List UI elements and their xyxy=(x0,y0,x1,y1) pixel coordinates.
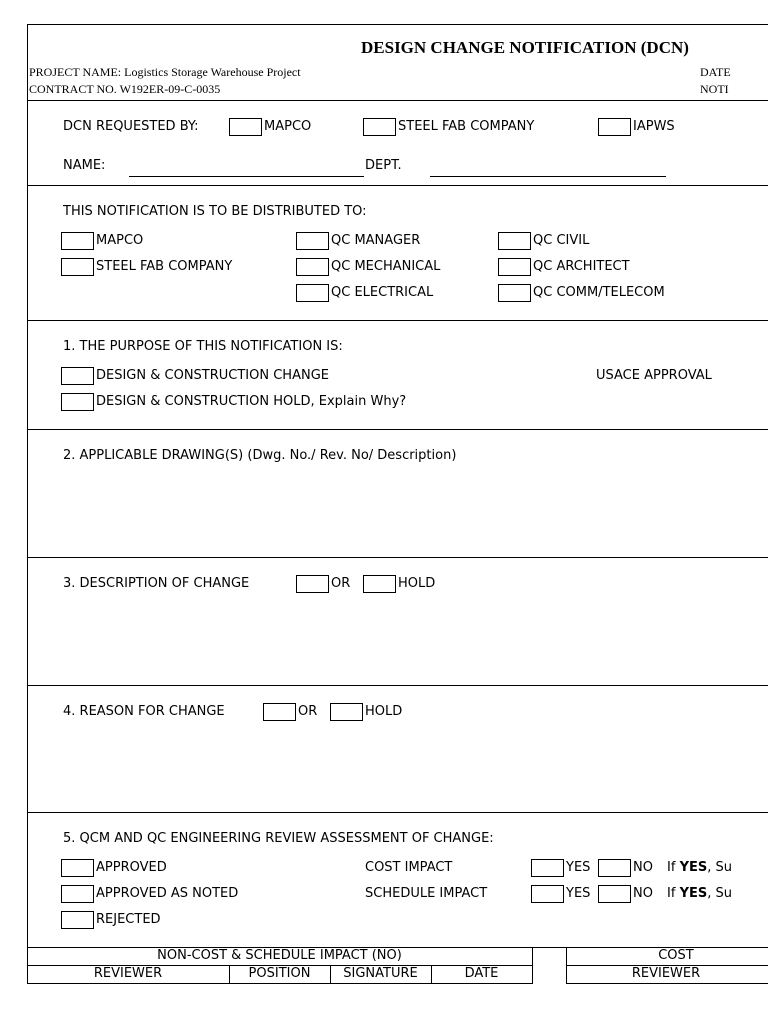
qc-civil-label: QC CIVIL xyxy=(533,233,590,248)
approved-as-noted-label: APPROVED AS NOTED xyxy=(96,886,239,901)
checkbox-approved[interactable] xyxy=(61,859,94,877)
section-divider xyxy=(27,685,768,686)
section4-heading: 4. REASON FOR CHANGE xyxy=(63,704,225,719)
table-col-divider xyxy=(532,947,533,984)
cost-no-label: NO xyxy=(633,860,653,875)
cost-if-yes-note xyxy=(667,860,732,875)
schedule-yes-label: YES xyxy=(566,886,591,901)
usace-approval-label: USACE APPROVAL xyxy=(596,368,712,383)
dist-mapco-label: MAPCO xyxy=(96,233,144,248)
qc-electrical-label: QC ELECTRICAL xyxy=(331,285,434,300)
section-divider xyxy=(27,320,768,321)
checkbox-qc-manager[interactable] xyxy=(296,232,329,250)
note-rest: , Su xyxy=(707,886,732,901)
name-label: NAME: xyxy=(63,158,106,173)
if-text: If xyxy=(667,886,676,901)
requester-iapws-label: IAPWS xyxy=(633,119,675,134)
qc-architect-label: QC ARCHITECT xyxy=(533,259,630,274)
schedule-impact-label: SCHEDULE IMPACT xyxy=(365,886,488,901)
rejected-label: REJECTED xyxy=(96,912,161,927)
approved-label: APPROVED xyxy=(96,860,167,875)
col-signature: SIGNATURE xyxy=(343,966,418,981)
schedule-if-yes-note xyxy=(667,886,732,901)
yes-emphasis: YES xyxy=(679,860,708,875)
section-divider xyxy=(27,812,768,813)
checkbox-steelfab-requester[interactable] xyxy=(363,118,396,136)
noncost-header: NON-COST & SCHEDULE IMPACT (NO) xyxy=(157,948,402,963)
checkbox-mapco-requester[interactable] xyxy=(229,118,262,136)
checkbox-cost-no[interactable] xyxy=(598,859,631,877)
qc-comm-telecom-label: QC COMM/TELECOM xyxy=(533,285,665,300)
qc-mechanical-label: QC MECHANICAL xyxy=(331,259,441,274)
section-divider xyxy=(27,429,768,430)
section2-heading: 2. APPLICABLE DRAWING(S) (Dwg. No./ Rev. No/ Description) xyxy=(63,448,457,463)
description-or-label: OR xyxy=(331,576,351,591)
left-border xyxy=(27,24,28,984)
checkbox-rejected[interactable] xyxy=(61,911,94,929)
checkbox-description-change[interactable] xyxy=(296,575,329,593)
qc-manager-label: QC MANAGER xyxy=(331,233,421,248)
schedule-no-label: NO xyxy=(633,886,653,901)
section-divider xyxy=(27,557,768,558)
checkbox-schedule-yes[interactable] xyxy=(531,885,564,903)
checkbox-iapws-requester[interactable] xyxy=(598,118,631,136)
table-bottom-line xyxy=(566,983,768,984)
dept-field[interactable] xyxy=(430,176,666,177)
name-field[interactable] xyxy=(129,176,364,177)
checkbox-qc-civil[interactable] xyxy=(498,232,531,250)
form-title: DESIGN CHANGE NOTIFICATION (DCN) xyxy=(361,38,689,57)
cost-header: COST xyxy=(658,948,694,963)
note-rest: , Su xyxy=(707,860,732,875)
checkbox-dist-mapco[interactable] xyxy=(61,232,94,250)
section3-heading: 3. DESCRIPTION OF CHANGE xyxy=(63,576,250,591)
date-label: DATE xyxy=(700,65,731,79)
checkbox-qc-comm-telecom[interactable] xyxy=(498,284,531,302)
reason-or-label: OR xyxy=(298,704,318,719)
project-name: PROJECT NAME: Logistics Storage Warehouse Project xyxy=(29,65,301,79)
checkbox-cost-yes[interactable] xyxy=(531,859,564,877)
reason-hold-label: HOLD xyxy=(365,704,403,719)
top-border xyxy=(27,24,768,25)
requester-mapco-label: MAPCO xyxy=(264,119,312,134)
checkbox-approved-as-noted[interactable] xyxy=(61,885,94,903)
checkbox-dist-steelfab[interactable] xyxy=(61,258,94,276)
notification-label: NOTI xyxy=(700,82,729,96)
yes-emphasis: YES xyxy=(679,886,708,901)
checkbox-qc-electrical[interactable] xyxy=(296,284,329,302)
section1-heading: 1. THE PURPOSE OF THIS NOTIFICATION IS: xyxy=(63,339,343,354)
dept-label: DEPT. xyxy=(365,158,402,173)
checkbox-reason-change[interactable] xyxy=(263,703,296,721)
cost-yes-label: YES xyxy=(566,860,591,875)
table-bottom-line xyxy=(27,983,532,984)
design-hold-label: DESIGN & CONSTRUCTION HOLD, Explain Why? xyxy=(96,394,407,409)
checkbox-design-hold[interactable] xyxy=(61,393,94,411)
checkbox-schedule-no[interactable] xyxy=(598,885,631,903)
checkbox-qc-mechanical[interactable] xyxy=(296,258,329,276)
requested-by-label: DCN REQUESTED BY: xyxy=(63,119,199,134)
requester-steelfab-label: STEEL FAB COMPANY xyxy=(398,119,535,134)
section-divider xyxy=(27,185,768,186)
dist-steelfab-label: STEEL FAB COMPANY xyxy=(96,259,233,274)
header-divider xyxy=(27,100,768,101)
col-position: POSITION xyxy=(248,966,311,981)
checkbox-reason-hold[interactable] xyxy=(330,703,363,721)
checkbox-qc-architect[interactable] xyxy=(498,258,531,276)
contract-number: CONTRACT NO. W192ER-09-C-0035 xyxy=(29,82,221,96)
design-change-label: DESIGN & CONSTRUCTION CHANGE xyxy=(96,368,329,383)
col-cost-reviewer: REVIEWER xyxy=(631,966,701,981)
if-text: If xyxy=(667,860,676,875)
description-hold-label: HOLD xyxy=(398,576,436,591)
checkbox-description-hold[interactable] xyxy=(363,575,396,593)
checkbox-design-change[interactable] xyxy=(61,367,94,385)
cost-impact-label: COST IMPACT xyxy=(365,860,453,875)
distribution-label: THIS NOTIFICATION IS TO BE DISTRIBUTED TO: xyxy=(63,204,367,219)
section5-heading: 5. QCM AND QC ENGINEERING REVIEW ASSESSMENT OF CHANGE: xyxy=(63,831,494,846)
col-date: DATE xyxy=(464,966,499,981)
col-reviewer: REVIEWER xyxy=(93,966,163,981)
